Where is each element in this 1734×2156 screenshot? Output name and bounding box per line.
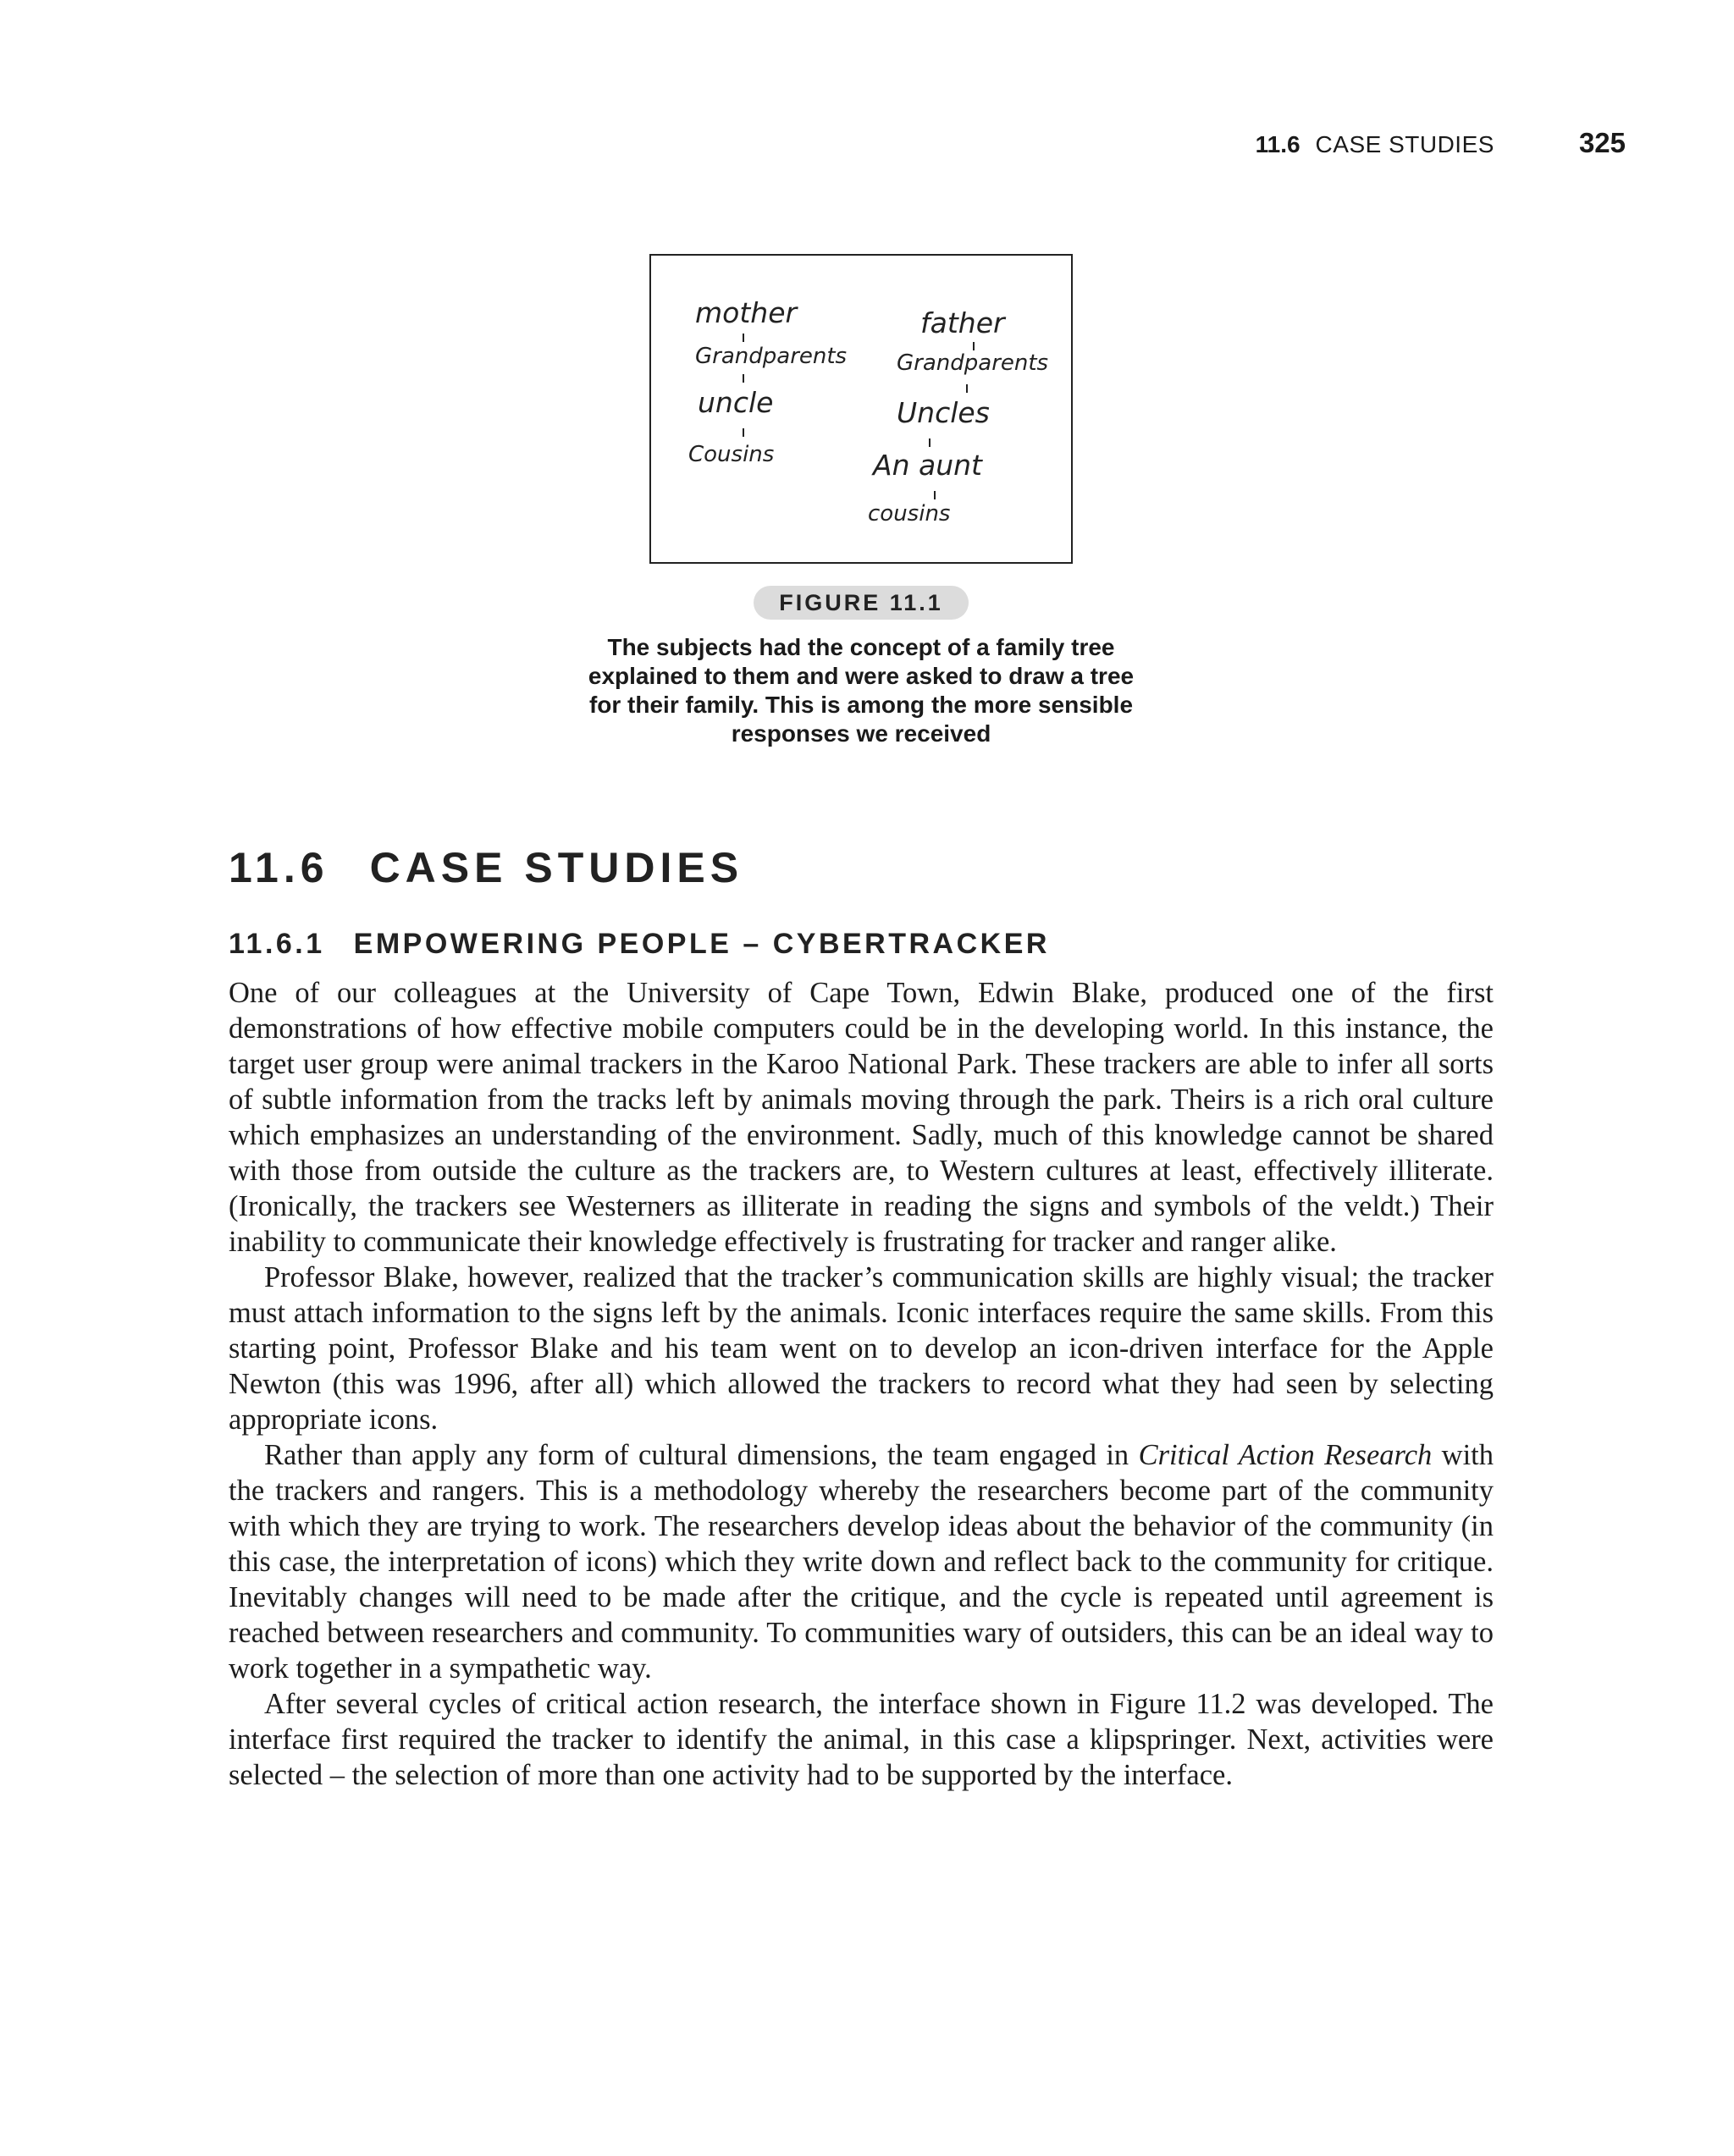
handwritten-father: father — [920, 306, 1005, 339]
section-number: 11.6 — [229, 844, 329, 891]
handwritten-father-grandparents: Grandparents — [897, 350, 1049, 376]
subsection-title: EMPOWERING PEOPLE – CYBERTRACKER — [353, 928, 1050, 960]
figure-label: FIGURE 11.1 — [754, 586, 969, 620]
body-text — [229, 975, 1494, 1793]
section-title: CASE STUDIES — [369, 844, 744, 891]
paragraph-text: Rather than apply any form of cultural dimensions, the team engaged in — [264, 1439, 1139, 1471]
paragraph-italic-term: Critical Action Research — [1138, 1439, 1433, 1471]
paragraph-text: with the trackers and rangers. This is a methodology whereby the researchers become part of the community with which they are trying to work. The researchers develop ideas about the behavior of the community (in this case, the interpretation of icons) which they write down and reflect back to the community for critique. Inevitably changes will need to be made after the critique, and the cycle is repeated until agreement is reached between researchers and community. To communities wary of outsiders, this can be an ideal way to work together in a sympathetic way. — [229, 1439, 1494, 1685]
running-head-section-number: 11.6 — [1255, 131, 1300, 157]
paragraph: After several cycles of critical action research, the interface shown in Figure 11.2 was developed. The interface first required the tracker to identify the animal, in this case a klipspringer. Next, activities were selected – the selection of more than one activity had to be supported by the interface. — [229, 1688, 1494, 1791]
handwritten-mother-cousins: Cousins — [688, 442, 775, 467]
figure-caption: The subjects had the concept of a family tree explained to them and were asked to draw a tree for their family. This is among the more sensible responses we received — [588, 634, 1135, 747]
paragraph: Professor Blake, however, realized that the tracker’s communication skills are highly visual; the tracker must attach information to the signs left by the animals. Iconic interfaces require the same skills. From this starting point, Professor Blake and his team went on to develop an icon-driven interface for the Apple Newton (this was 1996, after all) which allowed the trackers to record what they had seen by selecting appropriate icons. — [229, 1261, 1494, 1436]
figure-family-tree-drawing — [649, 254, 1073, 564]
handwritten-an-aunt: An aunt — [873, 449, 982, 482]
section-heading — [229, 843, 1329, 892]
handwritten-uncle: uncle — [698, 386, 774, 419]
handwritten-father-cousins: cousins — [868, 501, 951, 527]
running-head-section-title: CASE STUDIES — [1315, 131, 1494, 157]
handwritten-mother: mother — [695, 296, 798, 329]
subsection-heading — [229, 928, 1499, 961]
page-number: 325 — [1578, 127, 1626, 158]
subsection-number: 11.6.1 — [229, 928, 325, 960]
paragraph: One of our colleagues at the University of Cape Town, Edwin Blake, produced one of the first demonstrations of how effective mobile computers could be in the developing world. In this instance, the target user group were animal trackers in the Karoo National Park. These trackers are able to infer all sorts of subtle information from the tracks left by animals moving through the park. Theirs is a rich oral culture which emphasizes an understanding of the environment. Sadly, much of this knowledge cannot be shared with those from outside the culture as the trackers are, to Western cultures at least, effectively illiterate. (Ironically, the trackers see Westerners as illiterate in reading the signs and symbols of the veldt.) Their inability to communicate their knowledge effectively is frustrating for tracker and ranger alike. — [229, 977, 1494, 1258]
handwritten-uncles: Uncles — [897, 396, 990, 429]
handwritten-mother-grandparents: Grandparents — [695, 344, 848, 369]
paragraph — [229, 1437, 1494, 1686]
running-head — [1245, 127, 1626, 161]
